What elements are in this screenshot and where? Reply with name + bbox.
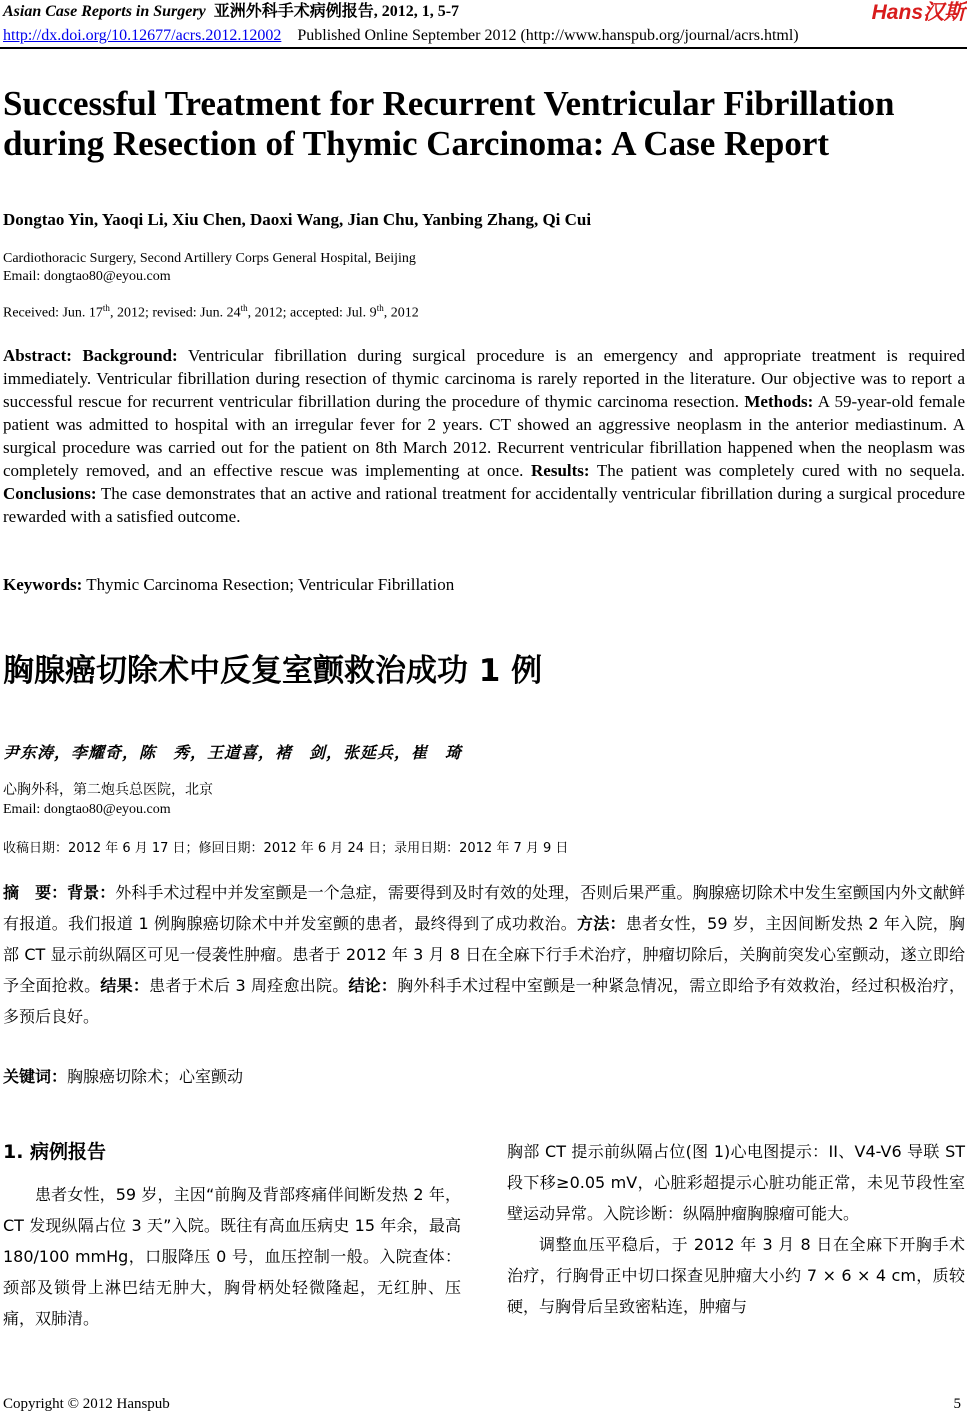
article-title-cn: 胸腺癌切除术中反复室颤救治成功 1 例 [3, 653, 543, 689]
received-sup: th [102, 303, 110, 313]
header-rule [0, 47, 967, 49]
keywords-cn [3, 1064, 243, 1087]
abstract-en [3, 344, 965, 528]
section-heading: 1. 病例报告 [3, 1141, 107, 1163]
journal-name-en: Asian Case Reports in Surgery [3, 3, 206, 20]
revised-sup: th [240, 303, 248, 313]
methods-text: A 59-year-old female patient was admitted to hospital with an irregular fever for 2 years. CT showed an aggressive neoplasm in the anterior mediastinum. A surgical procedure was carried out for the patient on 8th March 2012. Recurrent ventricular fibrillation happened when the neoplasm was completely removed, and an effective rescue was implementing at once. [3, 392, 966, 480]
background-text: Ventricular fibrillation during surgical procedure is an emergency and appropriate treatment is required immediately. Ventricular fibrillation during resection of thymic carcinoma is rarely reported in the literature. Our objective was to report a successful rescue for recurrent ventricular fibrillation during the procedure of thymic carcinoma resection. [3, 346, 965, 411]
article-dates [3, 303, 419, 322]
results-text: The patient was completely cured with no sequela. [596, 461, 966, 480]
results-text-cn: 患者于术后 3 周痊愈出院。 [149, 976, 349, 995]
abstract-cn [3, 877, 965, 1032]
article-title: Successful Treatment for Recurrent Ventricular Fibrillation during Resection of Thymic Carcinoma: A Case Report [3, 84, 895, 163]
affiliation-cn: 心胸外科，第二炮兵总医院，北京 [3, 782, 213, 798]
journal-header [3, 2, 965, 46]
results-label: Results: [531, 461, 590, 480]
abstract-label-cn: 摘 要： [3, 883, 68, 902]
body-paragraph: 调整血压平稳后，于 2012 年 3 月 8 日在全麻下开胸手术治疗，行胸骨正中切口探查见肿瘤大小约 7 × 6 × 4 cm，质较硬，与胸骨后呈致密粘连，肿瘤与 [507, 1235, 965, 1316]
article-dates-cn: 收稿日期：2012 年 6 月 17 日；修回日期：2012 年 6 月 24 日；录用日期：2012 年 7 月 9 日 [3, 841, 569, 856]
page-number: 5 [953, 1396, 961, 1412]
conclusions-label: Conclusions: [3, 484, 97, 503]
author-list: Dongtao Yin, Yaoqi Li, Xiu Chen, Daoxi Wang, Jian Chu, Yanbing Zhang, Qi Cui [3, 210, 592, 229]
conclusions-text: The case demonstrates that an active and rational treatment for accidentally ventricular fibrillation during a surgical procedure rewarded with a satisfied outcome. [3, 484, 965, 526]
keywords-text: Thymic Carcinoma Resection; Ventricular Fibrillation [86, 575, 455, 594]
email: Email: dongtao80@eyou.com [3, 269, 171, 284]
methods-text-cn: 患者女性，59 岁，主因间断发热 2 年入院，胸部 CT 显示前纵隔区可见一侵袭性肿瘤。患者于 2012 年 3 月 8 日在全麻下行手术治疗，肿瘤切除后，关胸前突发心室颤动，遂立即给予全面抢救。 [3, 914, 965, 995]
received-date: Received: Jun. 17 [3, 305, 103, 321]
background-text-cn: 外科手术过程中并发室颤是一个急症，需要得到及时有效的处理，否则后果严重。胸腺癌切除术中发生室颤国内外文献鲜有报道。我们报道 1 例胸腺癌切除术中并发室颤的患者，最终得到了成功救治。 [3, 883, 965, 933]
background-label-cn: 背景： [67, 883, 116, 902]
keywords-text-cn: 胸腺癌切除术；心室颤动 [67, 1067, 244, 1086]
methods-label: Methods: [744, 392, 814, 411]
affiliation-block [3, 250, 416, 286]
journal-citation [3, 2, 965, 22]
dates-tail: , 2012 [383, 305, 419, 321]
keywords-en [3, 575, 454, 595]
keywords-label-cn: 关键词： [3, 1067, 68, 1086]
copyright: Copyright © 2012 Hanspub [3, 1396, 170, 1412]
body-paragraph: 患者女性，59 岁，主因“前胸及背部疼痛伴间断发热 2 年，CT 发现纵隔占位 3 天”入院。既往有高血压病史 15 年余，最高 180/100 mmHg，口服降压 0 号，血压控制一般。入院查体：颈部及锁骨上淋巴结无肿大，胸骨柄处轻微隆起，无红肿、压痛，双肺清。 [3, 1185, 461, 1328]
accepted-date: , 2012; accepted: Jul. 9 [247, 305, 377, 321]
doi-link[interactable]: http://dx.doi.org/10.12677/acrs.2012.12002 [3, 27, 282, 44]
background-label: Background: [82, 346, 178, 365]
hans-logo: Hans汉斯 [871, 1, 965, 24]
affiliation: Cardiothoracic Surgery, Second Artillery Corps General Hospital, Beijing [3, 251, 416, 266]
body-column-right [507, 1136, 965, 1322]
keywords-label: Keywords: [3, 575, 83, 594]
conclusions-text-cn: 胸外科手术过程中室颤是一种紧急情况，需立即给予有效救治，经过积极治疗，多预后良好。 [3, 976, 965, 1026]
email-cn: Email: dongtao80@eyou.com [3, 802, 171, 817]
body-paragraph: 胸部 CT 提示前纵隔占位(图 1)心电图提示：II、V4-V6 导联 ST 段下移≥0.05 mV，心脏彩超提示心脏功能正常，未见节段性室壁运动异常。入院诊断：纵隔肿瘤胸腺瘤可能大。 [507, 1142, 965, 1223]
author-list-cn: 尹东涛，李耀奇，陈 秀，王道喜，褚 剑，张延兵，崔 琦 [3, 743, 463, 762]
journal-online-info [3, 26, 965, 46]
affiliation-block-cn [3, 780, 213, 820]
body-column-left [3, 1135, 461, 1334]
methods-label-cn: 方法： [577, 914, 626, 933]
revised-date: , 2012; revised: Jun. 24 [109, 305, 241, 321]
journal-name-cn: 亚洲外科手术病例报告, 2012, 1, 5-7 [213, 3, 460, 20]
results-label-cn: 结果： [100, 976, 150, 995]
abstract-label: Abstract: [3, 346, 72, 365]
conclusions-label-cn: 结论： [348, 976, 398, 995]
accepted-sup: th [376, 303, 384, 313]
published-online: Published Online September 2012 (http://www.hanspub.org/journal/acrs.html) [297, 27, 799, 44]
